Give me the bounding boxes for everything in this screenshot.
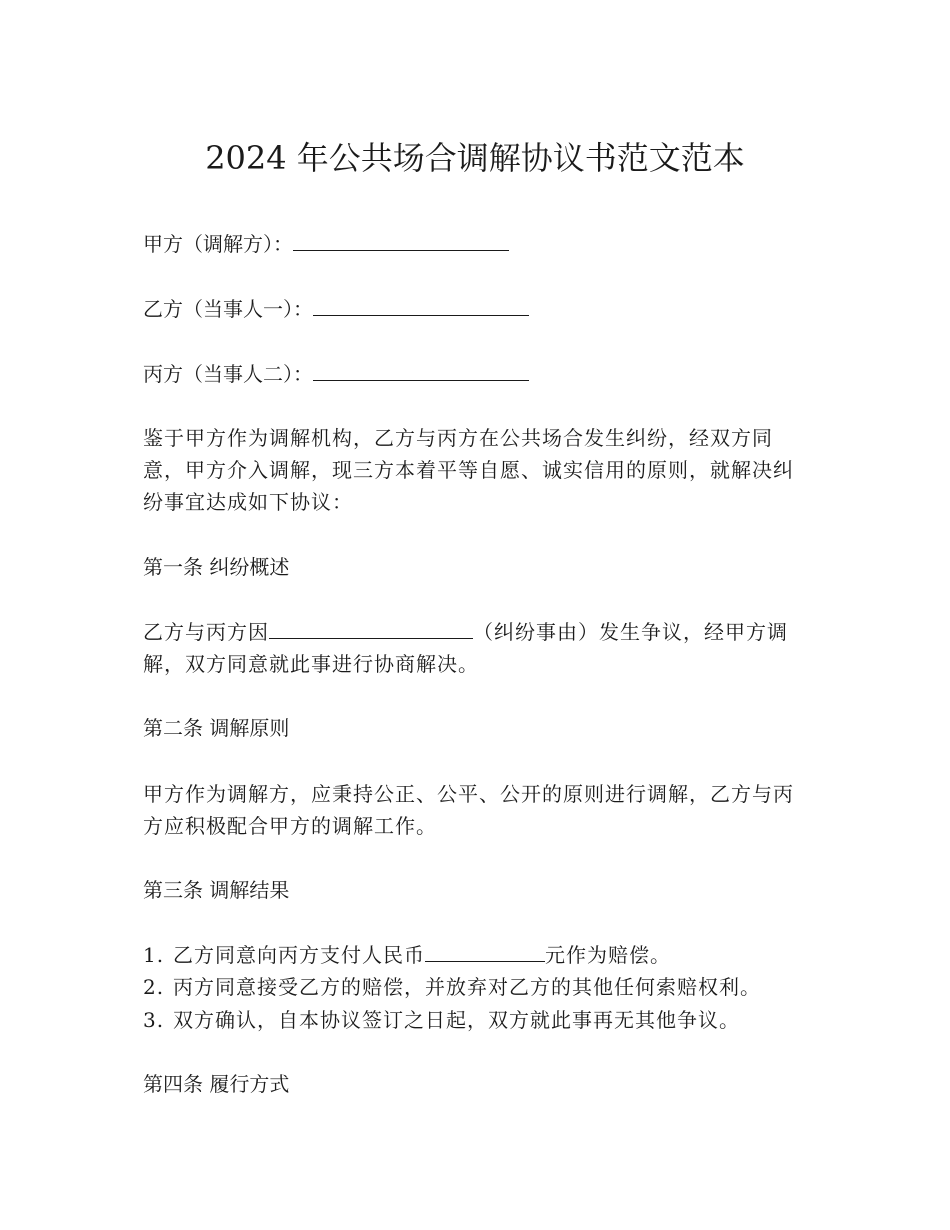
article1-heading: 第一条 纠纷概述: [143, 555, 290, 579]
document-title: 2024 年公共场合调解协议书范文范本: [205, 139, 745, 177]
amount-blank: [425, 941, 545, 962]
party-c-blank: [313, 360, 529, 381]
article1-paragraph: [143, 616, 803, 680]
party-b-line: [143, 293, 529, 325]
list-item-text: 丙方同意接受乙方的赔偿，并放弃对乙方的其他任何索赔权利。: [173, 975, 761, 999]
list-item-text-before: 乙方同意向丙方支付人民币: [173, 943, 425, 967]
list-item: [143, 939, 671, 971]
party-a-label: 甲方（调解方）：: [143, 232, 293, 256]
dispute-reason-blank: [269, 618, 473, 639]
intro-paragraph: 鉴于甲方作为调解机构，乙方与丙方在公共场合发生纠纷，经双方同意，甲方介入调解，现三方本着平等自愿、诚实信用的原则，就解决纠纷事宜达成如下协议：: [143, 426, 794, 514]
party-b-label: 乙方（当事人一）：: [143, 297, 313, 321]
party-a-blank: [293, 230, 509, 251]
party-a-line: [143, 228, 509, 260]
list-item-text: 双方确认，自本协议签订之日起，双方就此事再无其他争议。: [173, 1008, 740, 1032]
article4-heading: 第四条 履行方式: [143, 1072, 290, 1096]
party-c-line: [143, 358, 529, 390]
list-item: [143, 971, 761, 1003]
party-c-label: 丙方（当事人二）：: [143, 362, 313, 386]
list-item-number: 2.: [143, 975, 165, 999]
article2-heading: 第二条 调解原则: [143, 716, 290, 740]
article1-text-after: （纠纷事由）发生争议，经甲方调解，双方同意就此事进行协商解决。: [143, 620, 788, 676]
party-b-blank: [313, 295, 529, 316]
article1-text-before: 乙方与丙方因: [143, 620, 269, 644]
list-item-number: 1.: [143, 943, 165, 967]
list-item-text-after: 元作为赔偿。: [545, 943, 671, 967]
list-item: [143, 1004, 740, 1036]
article2-paragraph: 甲方作为调解方，应秉持公正、公平、公开的原则进行调解，乙方与丙方应积极配合甲方的调解工作。: [143, 782, 794, 838]
list-item-number: 3.: [143, 1008, 165, 1032]
article3-heading: 第三条 调解结果: [143, 878, 290, 902]
